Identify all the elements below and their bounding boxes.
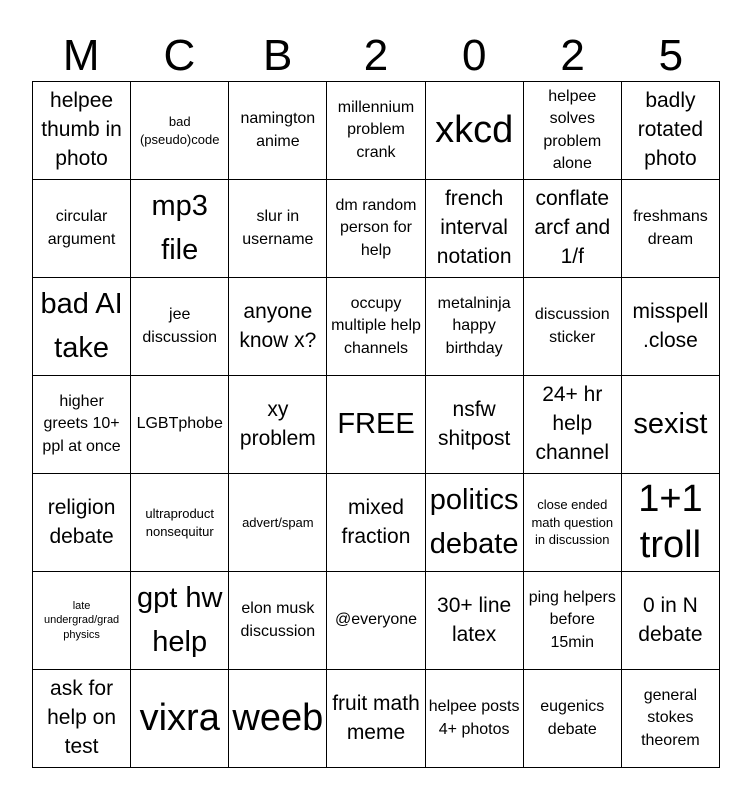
bingo-cell-text: LGBTphobe <box>136 415 223 433</box>
bingo-cell-text: helpee thumb in photo <box>41 89 122 170</box>
bingo-header <box>32 30 720 82</box>
bingo-cell[interactable] <box>327 670 425 768</box>
bingo-cell[interactable] <box>131 376 229 474</box>
bingo-cell-text: circular argument <box>47 208 116 248</box>
bingo-cell[interactable] <box>327 474 425 572</box>
bingo-cell-text: helpee solves problem alone <box>543 88 602 172</box>
bingo-cell[interactable] <box>524 670 622 768</box>
bingo-cell[interactable] <box>33 572 131 670</box>
bingo-cell-text: millennium problem crank <box>337 99 415 161</box>
bingo-cell-text: occupy multiple help channels <box>331 295 421 357</box>
bingo-cell-text: freshmans dream <box>633 208 708 248</box>
header-letter-6: 2 <box>560 31 585 80</box>
bingo-cell-text: dm random person for help <box>335 197 417 259</box>
bingo-cell-text: fruit math meme <box>332 691 420 744</box>
bingo-cell-text: mixed fraction <box>341 495 411 548</box>
bingo-cell[interactable] <box>524 572 622 670</box>
bingo-board <box>32 81 720 768</box>
bingo-cell-text: politics debate <box>429 484 519 560</box>
bingo-cell[interactable] <box>131 474 229 572</box>
bingo-cell[interactable] <box>33 376 131 474</box>
bingo-cell-text: jee discussion <box>142 306 218 346</box>
bingo-cell[interactable] <box>229 376 327 474</box>
bingo-cell[interactable] <box>131 180 229 278</box>
bingo-cell-text: anyone know x? <box>239 299 317 352</box>
bingo-cell[interactable] <box>524 376 622 474</box>
bingo-cell-text: ultraproduct nonsequitur <box>145 505 215 539</box>
bingo-cell[interactable] <box>327 82 425 180</box>
bingo-cell-text: namington anime <box>240 110 316 150</box>
bingo-cell-text: xkcd <box>435 108 514 151</box>
bingo-cell-text: conflate arcf and 1/f <box>534 187 611 268</box>
bingo-cell-text: nsfw shitpost <box>437 397 511 450</box>
bingo-cell-text: 24+ hr help channel <box>535 383 610 464</box>
bingo-cell[interactable] <box>524 474 622 572</box>
header-letter-2: C <box>163 31 196 80</box>
bingo-cell-text: misspell .close <box>632 299 709 352</box>
bingo-cell-text: badly rotated photo <box>637 89 704 170</box>
header-letter-4: 2 <box>363 31 389 80</box>
bingo-cell[interactable] <box>131 278 229 376</box>
bingo-cell[interactable] <box>426 474 524 572</box>
bingo-cell[interactable] <box>327 180 425 278</box>
bingo-cell[interactable] <box>622 180 720 278</box>
bingo-cell[interactable] <box>131 82 229 180</box>
bingo-cell[interactable] <box>229 474 327 572</box>
bingo-cell-text: 30+ line latex <box>437 593 512 646</box>
bingo-cell[interactable] <box>229 572 327 670</box>
bingo-cell[interactable] <box>327 376 425 474</box>
bingo-cell-text: weeb <box>232 696 324 739</box>
bingo-cell-text: @everyone <box>334 611 418 629</box>
bingo-cell-text: french interval notation <box>436 187 512 268</box>
bingo-cell[interactable] <box>622 474 720 572</box>
bingo-cell[interactable] <box>33 670 131 768</box>
bingo-cell[interactable] <box>426 278 524 376</box>
bingo-cell-text: advert/spam <box>242 514 314 530</box>
bingo-cell[interactable] <box>426 670 524 768</box>
bingo-cell-text: vixra <box>139 696 220 739</box>
bingo-cell-text: higher greets 10+ ppl at once <box>42 393 121 455</box>
bingo-cell-text: elon musk discussion <box>240 600 316 640</box>
bingo-cell[interactable] <box>229 670 327 768</box>
bingo-cell-text: gpt hw help <box>136 582 223 658</box>
bingo-cell-text: slur in username <box>242 208 314 248</box>
bingo-cell[interactable] <box>229 180 327 278</box>
bingo-cell[interactable] <box>426 572 524 670</box>
header-letter-7: 5 <box>658 31 684 80</box>
bingo-cell[interactable] <box>229 278 327 376</box>
bingo-cell-text: 0 in N debate <box>638 593 703 646</box>
bingo-cell[interactable] <box>426 180 524 278</box>
bingo-cell-text: 1+1 troll <box>638 477 703 566</box>
bingo-cell-text: close ended math question in discussion <box>531 497 614 548</box>
bingo-cell-text: religion debate <box>47 495 116 548</box>
bingo-cell[interactable] <box>524 82 622 180</box>
bingo-cell-text: metalninja happy birthday <box>437 295 511 357</box>
bingo-cell-text: ping helpers before 15min <box>528 589 616 651</box>
bingo-cell-text: ask for help on test <box>47 677 117 758</box>
bingo-cell[interactable] <box>524 278 622 376</box>
bingo-cell[interactable] <box>33 180 131 278</box>
bingo-cell-text: mp3 file <box>151 190 208 266</box>
bingo-cell[interactable] <box>622 82 720 180</box>
header-letter-1: M <box>62 31 100 80</box>
bingo-cell-text: sexist <box>633 407 708 440</box>
bingo-cell-text: late undergrad/grad physics <box>43 600 120 641</box>
bingo-cell[interactable] <box>622 670 720 768</box>
bingo-cell[interactable] <box>229 82 327 180</box>
bingo-cell-text: bad AI take <box>40 288 123 364</box>
bingo-cell-text: helpee posts 4+ photos <box>428 698 520 738</box>
bingo-cell-text: xy problem <box>239 397 316 450</box>
bingo-cell[interactable] <box>524 180 622 278</box>
bingo-cell[interactable] <box>131 572 229 670</box>
bingo-cell-text: bad (pseudo)code <box>139 113 220 147</box>
bingo-cell[interactable] <box>33 82 131 180</box>
bingo-cell[interactable] <box>426 376 524 474</box>
bingo-cell[interactable] <box>33 278 131 376</box>
bingo-cell-text: discussion sticker <box>534 306 610 346</box>
bingo-cell-text: eugenics debate <box>540 698 605 738</box>
bingo-cell[interactable] <box>622 572 720 670</box>
bingo-cell-text: general stokes theorem <box>641 687 700 749</box>
bingo-cell[interactable] <box>622 376 720 474</box>
bingo-cell[interactable] <box>426 82 524 180</box>
bingo-cell-text: FREE <box>337 407 415 440</box>
bingo-cell[interactable] <box>622 278 720 376</box>
header-letter-3: B <box>263 31 293 80</box>
bingo-cell[interactable] <box>33 474 131 572</box>
bingo-cell[interactable] <box>327 278 425 376</box>
bingo-cell[interactable] <box>131 670 229 768</box>
header-letter-5: 0 <box>462 31 487 80</box>
bingo-cell[interactable] <box>327 572 425 670</box>
